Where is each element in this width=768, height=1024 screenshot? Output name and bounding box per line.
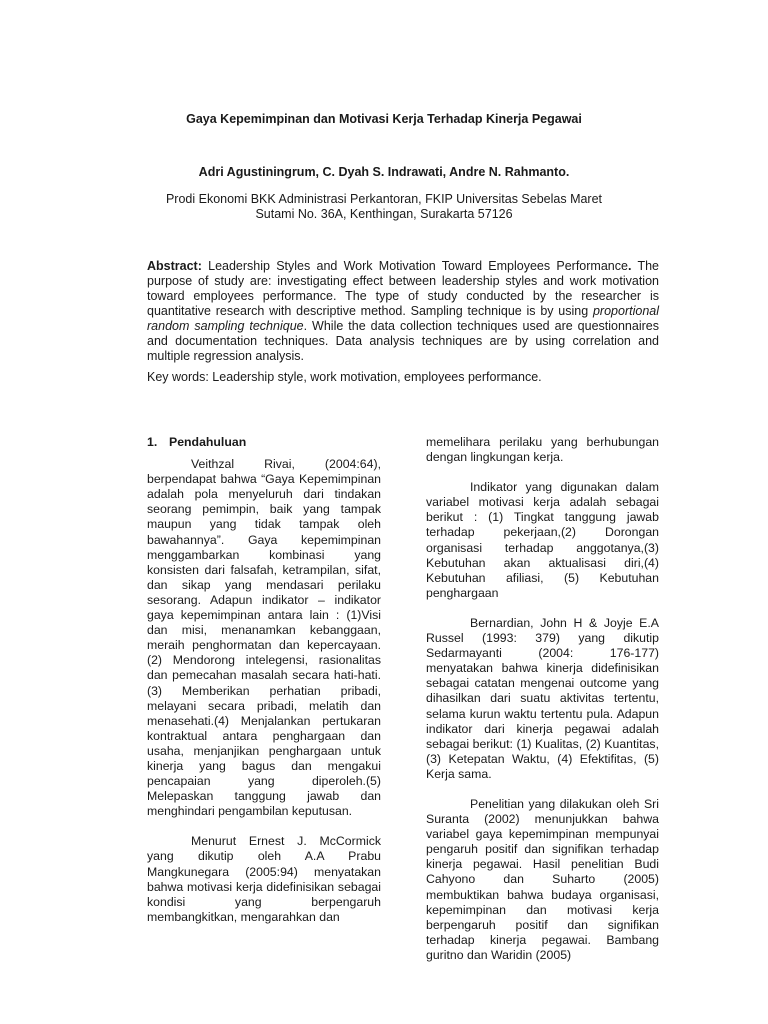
body-column-right <box>426 435 659 978</box>
affiliation-institution: Prodi Ekonomi BKK Administrasi Perkantoran, FKIP Universitas Sebelas Maret <box>165 192 603 206</box>
section-title: Pendahuluan <box>169 435 247 449</box>
abstract <box>147 259 659 364</box>
body-column-left <box>147 435 381 940</box>
abstract-title-end: . <box>627 259 632 273</box>
paragraph: Bernardian, John H & Joyje E.A Russel (1993: 379) yang dikutip Sedarmayanti (2004: 176-177) menyatakan bahwa kinerja didefinisikan sebagai catatan mengenai outcome yang dihasilkan dari suatu aktivitas tertentu, selama kurun waktu tertentu pula. Adapun indikator dari kinerja pegawai adalah sebagai berikut: (1) Kualitas, (2) Kuantitas,(3) Ketepatan Waktu, (4) Efektifitas, (5) Kerja sama. <box>426 615 659 781</box>
keywords: Key words: Leadership style, work motivation, employees performance. <box>147 370 542 384</box>
section-heading <box>147 435 381 450</box>
paragraph: Penelitian yang dilakukan oleh Sri Suranta (2002) menunjukkan bahwa variabel gaya kepemimpinan mempunyai pengaruh positif dan signifikan terhadap kinerja pegawai. Hasil penelitian Budi Cahyono dan Suharto (2005) membuktikan bahwa budaya organisasi, kepemimpinan dan motivasi kerja berpengaruh positif dan signifikan terhadap kinerja pegawai. Bambang guritno dan Waridin (2005) <box>426 796 659 962</box>
paragraph: Veithzal Rivai, (2004:64), berpendapat bahwa “Gaya Kepemimpinan adalah pola menyeluruh dari tindakan seorang pemimpin, baik yang tampak maupun yang tidak tampak oleh bawahannya”. Gaya kepemimpinan menggambarkan kombinasi yang konsisten dari falsafah, ketrampilan, sifat, dan sikap yang mendasari perilaku sesorang. Adapun indikator – indikator gaya kepemimpinan antara lain : (1)Visi dan misi, menanamkan kebanggaan, meraih penghormatan dan kepercayaan. (2) Mendorong intelegensi, rasionalitas dan pemecahan masalah secara hati-hati. (3) Memberikan perhatian pribadi, melayani secara pribadi, melatih dan menasehati.(4) Menjalankan pertukaran kontraktual antara penghargaan dan usaha, menjanjikan penghargaan untuk kinerja yang bagus dan mengakui pencapaian yang diperoleh.(5) Melepaskan tanggung jawab dan menghindari pengambilan keputusan. <box>147 457 381 819</box>
abstract-text: The purpose of study are: investigating effect between leadership styles and work motivation toward employees performance. The type of study conducted by the researcher is quantitative research with descriptive method. Sampling technique is by using <box>147 259 659 318</box>
paragraph: Indikator yang digunakan dalam variabel motivasi kerja adalah sebagai berikut : (1) Tingkat tanggung jawab terhadap pekerjaan,(2) Dorongan organisasi terhadap anggotanya,(3) Kebutuhan akan aktualisasi diri,(4) Kebutuhan afiliasi, (5) Kebutuhan penghargaan <box>426 480 659 600</box>
affiliation <box>0 192 768 222</box>
affiliation-address: Sutami No. 36A, Kenthingan, Surakarta 57126 <box>255 207 513 221</box>
section-number: 1. <box>147 435 158 449</box>
author-list: Adri Agustiningrum, C. Dyah S. Indrawati, Andre N. Rahmanto. <box>198 165 570 179</box>
abstract-title: Leadership Styles and Work Motivation Toward Employees Performance <box>208 259 628 273</box>
abstract-italic-term: proportional random sampling technique <box>147 304 659 333</box>
paragraph: memelihara perilaku yang berhubungan dengan lingkungan kerja. <box>426 435 659 465</box>
paper-title: Gaya Kepemimpinan dan Motivasi Kerja Terhadap Kinerja Pegawai <box>186 112 582 126</box>
abstract-label: Abstract: <box>147 259 202 273</box>
paragraph: Menurut Ernest J. McCormick yang dikutip oleh A.A Prabu Mangkunegara (2005:94) menyatakan bahwa motivasi kerja didefinisikan sebagai kondisi yang berpengaruh membangkitkan, mengarahkan dan <box>147 834 381 924</box>
abstract-text-cont: . While the data collection techniques used are questionnaires and documentation techniques. Data analysis techniques are by using correlation and multiple regression analysis. <box>147 319 659 363</box>
